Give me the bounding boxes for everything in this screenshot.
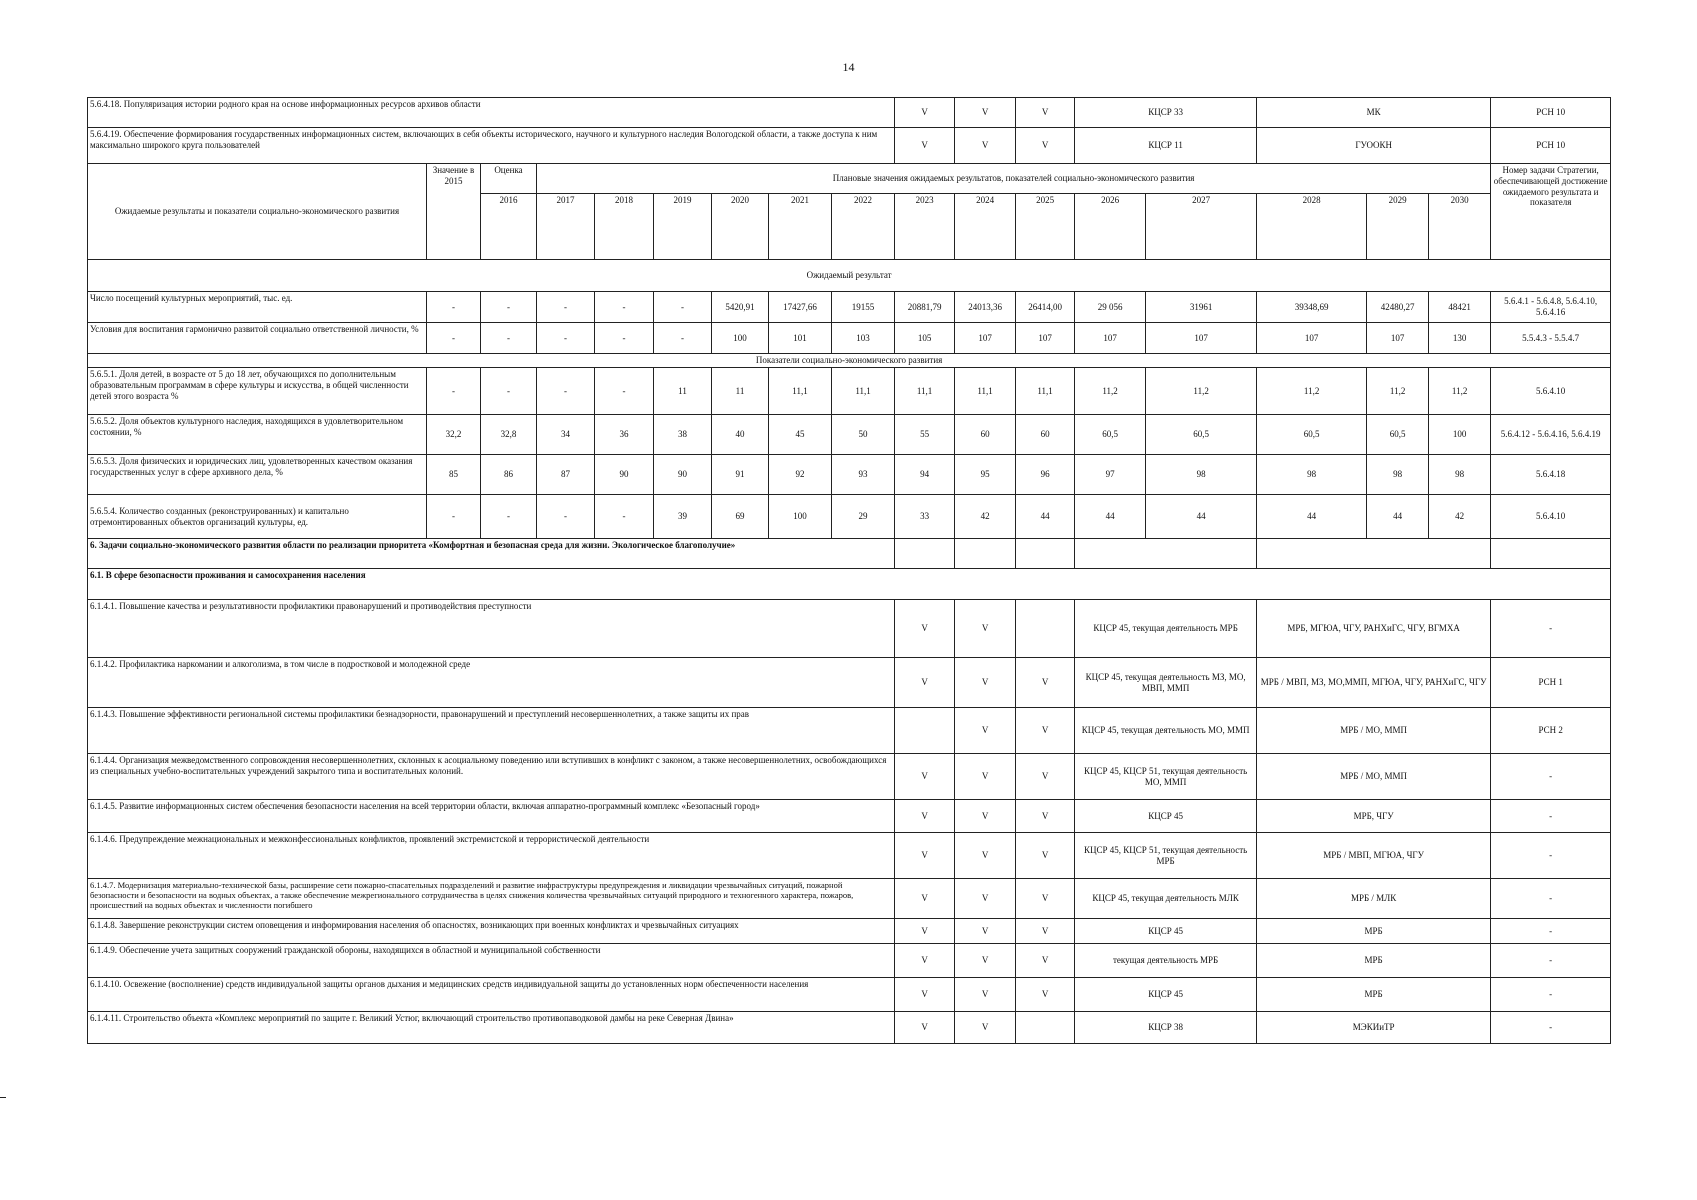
- indicator-row: [88, 415, 1611, 455]
- value-cell: 60,5: [1257, 415, 1367, 455]
- value-cell: 55: [895, 415, 955, 455]
- value-cell: 42: [955, 495, 1016, 539]
- empty-cell: [1016, 539, 1075, 569]
- indicator-header: Ожидаемые результаты и показатели социально-экономического развития: [88, 164, 427, 260]
- value-cell: 39348,69: [1257, 292, 1367, 323]
- value-cell: 34: [537, 415, 595, 455]
- task-number: -: [1491, 800, 1611, 833]
- year-header: 2024: [955, 194, 1016, 260]
- task-number: -: [1491, 919, 1611, 944]
- measure-row: [88, 879, 1611, 919]
- year-header: 2027: [1146, 194, 1257, 260]
- value-cell: 95: [955, 455, 1016, 495]
- section-row: [88, 354, 1611, 368]
- measure-row: [88, 1012, 1611, 1044]
- measure-text: 6.1.4.5. Развитие информационных систем обеспечения безопасности населения на всей территории области, включая аппаратно-программный комплекс «Безопасный город»: [88, 800, 895, 833]
- task-number: 5.6.4.18: [1491, 455, 1611, 495]
- value-cell: 98: [1429, 455, 1491, 495]
- value-cell: 17427,66: [769, 292, 832, 323]
- value-cell: -: [481, 292, 537, 323]
- value-cell: -: [481, 495, 537, 539]
- indicator-name: Условия для воспитания гармонично развитой социально ответственной личности, %: [88, 323, 427, 354]
- empty-cell: [1491, 539, 1611, 569]
- planned-header: Плановые значения ожидаемых результатов, показателей социально-экономического развития: [537, 164, 1491, 194]
- funding-source: КЦСР 11: [1075, 128, 1257, 164]
- value-cell: 107: [955, 323, 1016, 354]
- value-cell: 11,2: [1367, 368, 1429, 415]
- mark-v: V: [1016, 919, 1075, 944]
- value-cell: 105: [895, 323, 955, 354]
- funding-source: КЦСР 45: [1075, 919, 1257, 944]
- year-header: 2020: [712, 194, 769, 260]
- mark-v: [1016, 600, 1075, 658]
- task-number: -: [1491, 600, 1611, 658]
- mark-v: V: [955, 98, 1016, 128]
- year-header: 2016: [481, 194, 537, 260]
- value-cell: 50: [832, 415, 895, 455]
- mark-v: V: [895, 658, 955, 708]
- indicator-name: 5.6.5.1. Доля детей, в возрасте от 5 до 18 лет, обучающихся по дополнительным образовательным программам в сфере культуры и искусства, в общей численности детей этого возраста %: [88, 368, 427, 415]
- funding-source: КЦСР 45: [1075, 800, 1257, 833]
- task-number: 5.5.4.3 - 5.5.4.7: [1491, 323, 1611, 354]
- value-cell: 36: [595, 415, 654, 455]
- task-number: 5.6.4.1 - 5.6.4.8, 5.6.4.10, 5.6.4.16: [1491, 292, 1611, 323]
- value-cell: 11,2: [1257, 368, 1367, 415]
- value-cell: 11: [712, 368, 769, 415]
- value-cell: 101: [769, 323, 832, 354]
- value-cell: -: [427, 323, 481, 354]
- value-cell: 42: [1429, 495, 1491, 539]
- empty-cell: [1075, 539, 1257, 569]
- mark-v: V: [895, 944, 955, 978]
- mark-v: V: [895, 1012, 955, 1044]
- indicator-row: [88, 368, 1611, 415]
- mark-v: V: [895, 800, 955, 833]
- funding-source: КЦСР 45, текущая деятельность МЗ, МО, МВП, ММП: [1075, 658, 1257, 708]
- value-cell: 44: [1367, 495, 1429, 539]
- mark-v: [1016, 1012, 1075, 1044]
- value-cell: -: [654, 292, 712, 323]
- value-cell: -: [595, 323, 654, 354]
- value-cell: 20881,79: [895, 292, 955, 323]
- measure-row: [88, 98, 1611, 128]
- task-number-header: Номер задачи Стратегии, обеспечивающей достижение ожидаемого результата и показателя: [1491, 164, 1611, 260]
- measure-text: 6.1.4.7. Модернизация материально-технической базы, расширение сети пожарно-спасательных подразделений и развитие инфраструктуры предупреждения и ликвидации чрезвычайных ситуаций, пожарной безопасности и безопасности на водных объектах, а также обеспечение межрегионального сотрудничества в целях снижения количества чрезвычайных ситуаций природного и техногенного характера, пожаров, происшествий на водных объектах и численности погибшего: [88, 879, 895, 919]
- measure-row: [88, 658, 1611, 708]
- executor: МРБ, МГЮА, ЧГУ, РАНХиГС, ЧГУ, ВГМХА: [1257, 600, 1491, 658]
- value-cell: 90: [595, 455, 654, 495]
- value-cell: -: [427, 292, 481, 323]
- value-cell: 60: [1016, 415, 1075, 455]
- value-cell: -: [654, 323, 712, 354]
- measure-text: 6.1.4.8. Завершение реконструкции систем оповещения и информирования населения об опасностях, возникающих при военных конфликтах и чрезвычайных ситуациях: [88, 919, 895, 944]
- value-cell: 42480,27: [1367, 292, 1429, 323]
- value-cell: 96: [1016, 455, 1075, 495]
- mark-v: V: [895, 978, 955, 1012]
- mark-v: V: [955, 919, 1016, 944]
- task-number: -: [1491, 833, 1611, 879]
- mark-v: V: [895, 600, 955, 658]
- margin-mark: [0, 1097, 6, 1098]
- executor: МК: [1257, 98, 1491, 128]
- value-cell: 69: [712, 495, 769, 539]
- value-cell: -: [595, 292, 654, 323]
- value-cell: 11,1: [1016, 368, 1075, 415]
- measure-text: 6.1.4.1. Повышение качества и результативности профилактики правонарушений и противодействия преступности: [88, 600, 895, 658]
- value-cell: 48421: [1429, 292, 1491, 323]
- year-header: 2030: [1429, 194, 1491, 260]
- task-number: -: [1491, 978, 1611, 1012]
- value-cell: 11,1: [955, 368, 1016, 415]
- indicator-name: Число посещений культурных мероприятий, тыс. ед.: [88, 292, 427, 323]
- year-header: 2023: [895, 194, 955, 260]
- executor: МРБ / МВП, МЗ, МО,ММП, МГЮА, ЧГУ, РАНХиГС, ЧГУ: [1257, 658, 1491, 708]
- task-number: РСН 2: [1491, 708, 1611, 754]
- value-cell: -: [427, 495, 481, 539]
- value-cell: -: [481, 323, 537, 354]
- mark-v: V: [1016, 708, 1075, 754]
- funding-source: КЦСР 33: [1075, 98, 1257, 128]
- section-indicators: Показатели социально-экономического развития: [88, 354, 1611, 368]
- value-cell: -: [427, 368, 481, 415]
- value-cell: 98: [1257, 455, 1367, 495]
- measure-text: 6.1.4.4. Организация межведомственного сопровождения несовершеннолетних, склонных к асоциальному поведению или вступивших в конфликт с законом, а также несовершеннолетних, освобождающихся из специальных учебно-воспитательных учреждений закрытого типа и воспитательных колоний.: [88, 754, 895, 800]
- year-header: 2028: [1257, 194, 1367, 260]
- value-cell: 33: [895, 495, 955, 539]
- year-header: 2026: [1075, 194, 1146, 260]
- mark-v: V: [1016, 658, 1075, 708]
- mark-v: V: [1016, 98, 1075, 128]
- empty-cell: [895, 539, 955, 569]
- indicator-name: 5.6.5.3. Доля физических и юридических лиц, удовлетворенных качеством оказания государственных услуг в сфере архивного дела, %: [88, 455, 427, 495]
- measure-row: [88, 600, 1611, 658]
- mark-v: V: [955, 879, 1016, 919]
- year-header: 2018: [595, 194, 654, 260]
- year-header: 2021: [769, 194, 832, 260]
- measure-row: [88, 833, 1611, 879]
- value-cell: 107: [1016, 323, 1075, 354]
- measure-row: [88, 708, 1611, 754]
- task-number: -: [1491, 754, 1611, 800]
- value-cell: 29 056: [1075, 292, 1146, 323]
- mark-v: V: [895, 833, 955, 879]
- value-cell: 107: [1257, 323, 1367, 354]
- task-number: 5.6.4.10: [1491, 368, 1611, 415]
- mark-v: V: [955, 658, 1016, 708]
- mark-v: V: [1016, 128, 1075, 164]
- task-number: РСН 1: [1491, 658, 1611, 708]
- mark-v: V: [895, 919, 955, 944]
- mark-v: V: [955, 128, 1016, 164]
- year-header: 2029: [1367, 194, 1429, 260]
- value-cell: 38: [654, 415, 712, 455]
- mark-v: V: [955, 833, 1016, 879]
- value-cell: -: [537, 292, 595, 323]
- executor: МРБ / МО, ММП: [1257, 708, 1491, 754]
- measure-text: 5.6.4.18. Популяризация истории родного края на основе информационных ресурсов архивов области: [88, 98, 895, 128]
- executor: МЭКИиТР: [1257, 1012, 1491, 1044]
- task-number: 5.6.4.10: [1491, 495, 1611, 539]
- value-cell: 60,5: [1367, 415, 1429, 455]
- measure-row: [88, 919, 1611, 944]
- mark-v: V: [1016, 754, 1075, 800]
- section-6-title: 6. Задачи социально-экономического развития области по реализации приоритета «Комфортная и безопасная среда для жизни. Экологическое благополучие»: [88, 539, 895, 569]
- value-cell: 19155: [832, 292, 895, 323]
- task-number: РСН 10: [1491, 98, 1611, 128]
- mark-v: V: [955, 600, 1016, 658]
- measure-text: 6.1.4.3. Повышение эффективности региональной системы профилактики безнадзорности, правонарушений и преступлений несовершеннолетних, а также защиты их прав: [88, 708, 895, 754]
- value-cell: 85: [427, 455, 481, 495]
- value-cell: 44: [1146, 495, 1257, 539]
- value-cell: 90: [654, 455, 712, 495]
- value-cell: -: [537, 495, 595, 539]
- executor: МРБ: [1257, 978, 1491, 1012]
- section-expected: Ожидаемый результат: [88, 260, 1611, 292]
- measure-text: 6.1.4.2. Профилактика наркомании и алкоголизма, в том числе в подростковой и молодежной среде: [88, 658, 895, 708]
- value-cell: -: [481, 368, 537, 415]
- mark-v: V: [1016, 978, 1075, 1012]
- value-cell: 24013,36: [955, 292, 1016, 323]
- value-cell: 87: [537, 455, 595, 495]
- value-cell: 44: [1257, 495, 1367, 539]
- value-cell: 92: [769, 455, 832, 495]
- mark-v: V: [1016, 833, 1075, 879]
- value-cell: -: [595, 495, 654, 539]
- value-cell: 11,2: [1075, 368, 1146, 415]
- value-cell: 107: [1075, 323, 1146, 354]
- mark-v: V: [955, 708, 1016, 754]
- funding-source: КЦСР 45, текущая деятельность МРБ: [1075, 600, 1257, 658]
- value-cell: -: [595, 368, 654, 415]
- mark-v: V: [895, 754, 955, 800]
- value-cell: 40: [712, 415, 769, 455]
- year-header: 2019: [654, 194, 712, 260]
- value-cell: 44: [1016, 495, 1075, 539]
- executor: МРБ, ЧГУ: [1257, 800, 1491, 833]
- measure-row: [88, 754, 1611, 800]
- measure-row: [88, 944, 1611, 978]
- value-cell: 100: [1429, 415, 1491, 455]
- value-cell: 100: [712, 323, 769, 354]
- value-cell: 100: [769, 495, 832, 539]
- estimate-header: Оценка: [481, 164, 537, 194]
- section-6-1-title: 6.1. В сфере безопасности проживания и самосохранения населения: [88, 569, 1611, 600]
- value-cell: 39: [654, 495, 712, 539]
- mark-v: V: [895, 879, 955, 919]
- funding-source: КЦСР 45, текущая деятельность МО, ММП: [1075, 708, 1257, 754]
- value-cell: 11,1: [895, 368, 955, 415]
- value-cell: 93: [832, 455, 895, 495]
- executor: ГУООКН: [1257, 128, 1491, 164]
- value-cell: 60,5: [1146, 415, 1257, 455]
- value-cell: 11,1: [769, 368, 832, 415]
- value-cell: 11,2: [1429, 368, 1491, 415]
- funding-source: КЦСР 45, текущая деятельность МЛК: [1075, 879, 1257, 919]
- value-cell: 31961: [1146, 292, 1257, 323]
- value-cell: 29: [832, 495, 895, 539]
- indicator-row: [88, 292, 1611, 323]
- value-cell: 32,2: [427, 415, 481, 455]
- value-cell: 11,2: [1146, 368, 1257, 415]
- mark-v: V: [955, 800, 1016, 833]
- executor: МРБ / МО, ММП: [1257, 754, 1491, 800]
- mark-v: V: [955, 1012, 1016, 1044]
- header-row: [88, 164, 1611, 194]
- measure-text: 5.6.4.19. Обеспечение формирования государственных информационных систем, включающих в себя объекты исторического, научного и культурного наследия Вологодской области, а также доступа к ним максимально широкого круга пользователей: [88, 128, 895, 164]
- value-2015-header: Значение в 2015: [427, 164, 481, 260]
- measure-text: 6.1.4.11. Строительство объекта «Комплекс мероприятий по защите г. Великий Устюг, включающий строительство противопаводковой дамбы на реке Северная Двина»: [88, 1012, 895, 1044]
- funding-source: КЦСР 45, КЦСР 51, текущая деятельность МО, ММП: [1075, 754, 1257, 800]
- value-cell: -: [537, 368, 595, 415]
- mark-v: V: [955, 978, 1016, 1012]
- value-cell: 98: [1367, 455, 1429, 495]
- value-cell: 86: [481, 455, 537, 495]
- executor: МРБ: [1257, 944, 1491, 978]
- year-header: 2022: [832, 194, 895, 260]
- measure-row: [88, 800, 1611, 833]
- value-cell: 5420,91: [712, 292, 769, 323]
- value-cell: 11: [654, 368, 712, 415]
- value-cell: 94: [895, 455, 955, 495]
- executor: МРБ / МВП, МГЮА, ЧГУ: [1257, 833, 1491, 879]
- task-number: -: [1491, 879, 1611, 919]
- year-header: 2017: [537, 194, 595, 260]
- indicator-name: 5.6.5.2. Доля объектов культурного наследия, находящихся в удовлетворительном состоянии, %: [88, 415, 427, 455]
- task-number: РСН 10: [1491, 128, 1611, 164]
- task-number: -: [1491, 1012, 1611, 1044]
- measure-text: 6.1.4.10. Освежение (восполнение) средств индивидуальной защиты органов дыхания и медицинских средств индивидуальной защиты до установленных норм обеспеченности населения: [88, 978, 895, 1012]
- funding-source: КЦСР 45, КЦСР 51, текущая деятельность МРБ: [1075, 833, 1257, 879]
- measure-text: 6.1.4.6. Предупреждение межнациональных и межконфессиональных конфликтов, проявлений экстремистской и террористической деятельности: [88, 833, 895, 879]
- task-number: -: [1491, 944, 1611, 978]
- measure-row: [88, 978, 1611, 1012]
- mark-v: V: [895, 98, 955, 128]
- section-row: [88, 539, 1611, 569]
- funding-source: КЦСР 45: [1075, 978, 1257, 1012]
- value-cell: 44: [1075, 495, 1146, 539]
- mark-v: V: [955, 754, 1016, 800]
- value-cell: 103: [832, 323, 895, 354]
- mark-v: V: [955, 944, 1016, 978]
- mark-v: V: [1016, 879, 1075, 919]
- measure-row: [88, 128, 1611, 164]
- task-number: 5.6.4.12 - 5.6.4.16, 5.6.4.19: [1491, 415, 1611, 455]
- section-row: [88, 569, 1611, 600]
- value-cell: 45: [769, 415, 832, 455]
- value-cell: 130: [1429, 323, 1491, 354]
- empty-cell: [955, 539, 1016, 569]
- value-cell: 91: [712, 455, 769, 495]
- indicator-row: [88, 455, 1611, 495]
- strategy-table: [87, 97, 1611, 1044]
- mark-v: V: [1016, 944, 1075, 978]
- executor: МРБ / МЛК: [1257, 879, 1491, 919]
- indicator-row: [88, 495, 1611, 539]
- empty-cell: [1257, 539, 1491, 569]
- value-cell: -: [537, 323, 595, 354]
- value-cell: 107: [1367, 323, 1429, 354]
- executor: МРБ: [1257, 919, 1491, 944]
- value-cell: 98: [1146, 455, 1257, 495]
- section-row: [88, 260, 1611, 292]
- value-cell: 32,8: [481, 415, 537, 455]
- value-cell: 97: [1075, 455, 1146, 495]
- page-number: 14: [842, 60, 855, 74]
- value-cell: 11,1: [832, 368, 895, 415]
- funding-source: текущая деятельность МРБ: [1075, 944, 1257, 978]
- value-cell: 60: [955, 415, 1016, 455]
- indicator-row: [88, 323, 1611, 354]
- measure-text: 6.1.4.9. Обеспечение учета защитных сооружений гражданской обороны, находящихся в областной и муниципальной собственности: [88, 944, 895, 978]
- mark-v: [895, 708, 955, 754]
- value-cell: 26414,00: [1016, 292, 1075, 323]
- year-header: 2025: [1016, 194, 1075, 260]
- indicator-name: 5.6.5.4. Количество созданных (реконструированных) и капитально отремонтированных объектов организаций культуры, ед.: [88, 495, 427, 539]
- funding-source: КЦСР 38: [1075, 1012, 1257, 1044]
- value-cell: 60,5: [1075, 415, 1146, 455]
- mark-v: V: [1016, 800, 1075, 833]
- mark-v: V: [895, 128, 955, 164]
- value-cell: 107: [1146, 323, 1257, 354]
